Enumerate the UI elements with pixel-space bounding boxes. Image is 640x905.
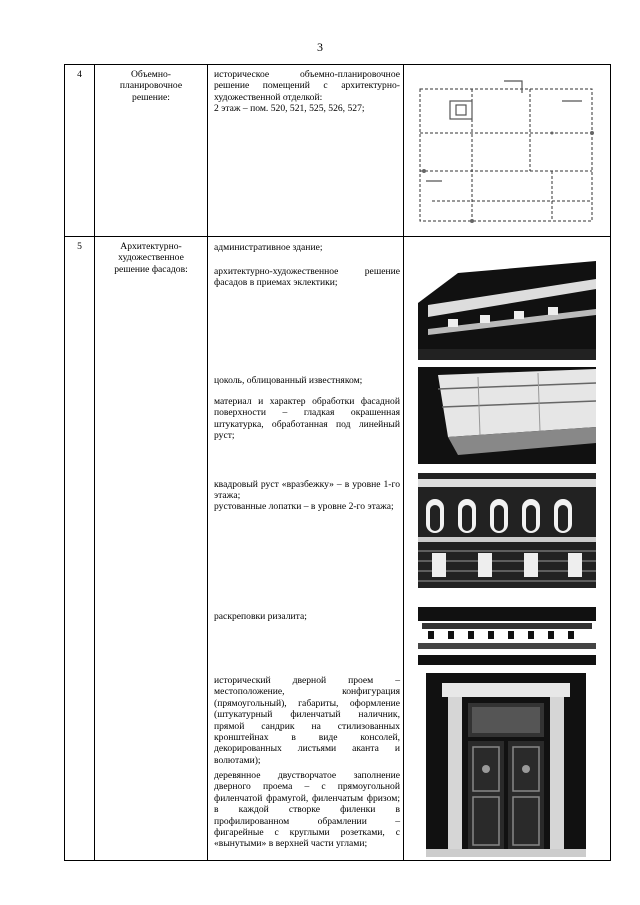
description-text: раскреповки ризалита; bbox=[214, 611, 307, 622]
description-text: цоколь, облицованный известняком; bbox=[214, 375, 363, 386]
description-text: материал и характер обработки фасадной поверхности – гладкая окрашенная штукатурка, обработанная под линейный руст; bbox=[214, 396, 400, 442]
monument-table bbox=[64, 64, 611, 861]
description-text: рустованные лопатки – в уровне 2-го этажа; bbox=[214, 501, 394, 512]
plinth-photo bbox=[418, 367, 596, 464]
table-row bbox=[65, 65, 611, 237]
facade-description bbox=[208, 237, 404, 861]
row-description bbox=[208, 65, 404, 237]
floor-plan-image bbox=[412, 71, 600, 229]
row-number: 4 bbox=[65, 65, 95, 237]
description-text: исторический дверной проем – местоположение, конфигурация (прямоугольный), габариты, оформление (штукатурный филенчатый наличник, прямой сандрик на стилизованных кронштейнах в виде консолей, декорированных листьями аканта и волютами); bbox=[214, 675, 400, 766]
facade-photos-cell bbox=[404, 237, 611, 861]
description-text: деревянное двустворчатое заполнение дверного проема – с прямоугольной филенчатой фрамугой, филенчатым фризом; в каждой створке филенки в профилированном обрамлении – фигарейные с круглыми розетками, с «вынутыми» в верхней части углами; bbox=[214, 770, 400, 850]
row-title: Архитектурно-художественное решение фасадов: bbox=[95, 237, 208, 861]
description-text: 2 этаж – пом. 520, 521, 525, 526, 527; bbox=[214, 103, 365, 115]
page-number: 3 bbox=[317, 40, 323, 54]
description-text: историческое объемно-планировочное решение помещений с архитектурно-художественной отделкой: bbox=[214, 69, 400, 103]
description-text: архитектурно-художественное решение фасадов в приемах эклектики; bbox=[214, 266, 400, 289]
description-text: административное здание; bbox=[214, 242, 323, 253]
risalit-photo bbox=[418, 607, 596, 665]
row-number: 5 bbox=[65, 237, 95, 861]
rustication-photo bbox=[418, 473, 596, 588]
doorway-photo bbox=[426, 673, 586, 857]
description-text: квадровый руст «вразбежку» – в уровне 1-го этажа; bbox=[214, 479, 400, 502]
table-row bbox=[65, 237, 611, 861]
floor-plan-cell bbox=[404, 65, 611, 237]
row-title: Объемно-планировочное решение: bbox=[95, 65, 208, 237]
facade-photo bbox=[418, 243, 596, 360]
